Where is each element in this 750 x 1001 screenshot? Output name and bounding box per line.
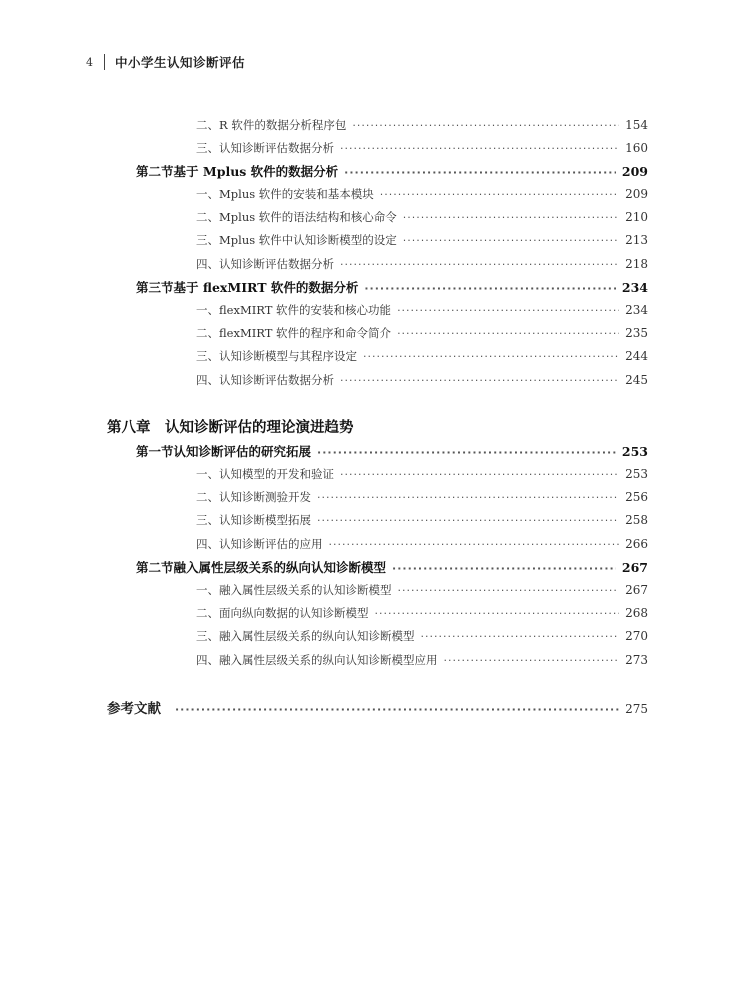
running-header <box>86 53 245 71</box>
leader-dots <box>340 468 619 481</box>
toc-entry-title: 四、认知诊断评估的应用 <box>196 537 323 551</box>
toc-section[interactable] <box>136 162 648 180</box>
leader-dots <box>363 350 619 363</box>
leader-dots <box>340 374 619 387</box>
toc-entry[interactable] <box>196 209 648 225</box>
toc-entry-title: 三、Mplus 软件中认知诊断模型的设定 <box>196 233 397 247</box>
toc-section[interactable] <box>136 558 648 576</box>
leader-dots <box>317 491 619 504</box>
toc-entry[interactable] <box>196 117 648 133</box>
toc-entry-title: 一、Mplus 软件的安装和基本模块 <box>196 187 374 201</box>
leader-dots <box>364 282 616 295</box>
toc-entry-title: 三、融入属性层级关系的纵向认知诊断模型 <box>196 629 415 643</box>
leader-dots <box>340 258 619 271</box>
leader-dots <box>317 514 619 527</box>
toc-section[interactable] <box>136 278 648 296</box>
toc-entry-page: 275 <box>625 702 648 716</box>
toc-entry-title: 二、面向纵向数据的认知诊断模型 <box>196 606 369 620</box>
toc-entry[interactable] <box>196 652 648 668</box>
toc-entry[interactable] <box>196 186 648 202</box>
running-title: 中小学生认知诊断评估 <box>115 55 246 70</box>
toc-section-title: 基于 Mplus 软件的数据分析 <box>173 164 339 179</box>
leader-dots <box>397 304 619 317</box>
toc-entry-page: 209 <box>625 187 648 201</box>
toc-entry[interactable] <box>196 372 648 388</box>
toc-entry-page: 210 <box>625 210 648 224</box>
toc-entry-title: 四、认知诊断评估数据分析 <box>196 257 334 271</box>
leader-dots <box>444 654 620 667</box>
toc-entry[interactable] <box>196 348 648 364</box>
leader-dots <box>398 584 620 597</box>
leader-dots <box>421 630 620 643</box>
leader-dots <box>329 538 620 551</box>
toc-entry-title: 二、R 软件的数据分析程序包 <box>196 118 347 132</box>
toc-entry-page: 270 <box>625 629 648 643</box>
leader-dots <box>317 446 616 459</box>
toc-entry-title: 三、认知诊断评估数据分析 <box>196 141 334 155</box>
toc-entry-page: 253 <box>625 467 648 481</box>
toc-entry-title: 二、Mplus 软件的语法结构和核心命令 <box>196 210 397 224</box>
toc-entry[interactable] <box>196 512 648 528</box>
leader-dots <box>380 188 619 201</box>
toc-entry-page: 245 <box>625 373 648 387</box>
leader-dots <box>340 142 619 155</box>
toc-entry[interactable] <box>196 256 648 272</box>
toc-entry-page: 273 <box>625 653 648 667</box>
leader-dots <box>175 703 619 716</box>
toc-entry[interactable] <box>196 325 648 341</box>
toc-entry[interactable] <box>196 605 648 621</box>
toc-entry-page: 218 <box>625 257 648 271</box>
toc-entry-page: 154 <box>625 118 648 132</box>
chapter-title[interactable]: 第八章 认知诊断评估的理论演进趋势 <box>107 419 354 436</box>
toc-entry-page: 267 <box>621 560 648 575</box>
toc-section[interactable] <box>136 442 648 460</box>
leader-dots <box>403 211 619 224</box>
leader-dots <box>344 166 616 179</box>
toc-entry[interactable] <box>196 140 648 156</box>
toc-entry-page: 268 <box>625 606 648 620</box>
toc-entry-page: 244 <box>625 349 648 363</box>
references-title: 参考文献 <box>107 701 161 717</box>
section-number: 第三节 <box>136 280 174 295</box>
toc-entry-title: 四、融入属性层级关系的纵向认知诊断模型应用 <box>196 653 438 667</box>
toc-entry[interactable] <box>196 582 648 598</box>
leader-dots <box>392 562 616 575</box>
toc-entry-page: 266 <box>625 537 648 551</box>
leader-dots <box>397 327 619 340</box>
page-number: 4 <box>86 55 93 69</box>
toc-entry-title: 一、融入属性层级关系的认知诊断模型 <box>196 583 392 597</box>
toc-entry-title: 三、认知诊断模型拓展 <box>196 513 311 527</box>
toc-entry[interactable] <box>196 489 648 505</box>
toc-entry-page: 234 <box>621 280 648 295</box>
leader-dots <box>352 119 619 132</box>
toc-entry-title: 一、flexMIRT 软件的安装和核心功能 <box>196 303 392 317</box>
toc-entry-page: 253 <box>621 444 648 459</box>
toc-entry-title: 二、认知诊断测验开发 <box>196 490 311 504</box>
toc-section-title: 基于 flexMIRT 软件的数据分析 <box>173 280 359 295</box>
section-number: 第二节 <box>136 560 174 575</box>
toc-section-title: 认知诊断评估的研究拓展 <box>173 444 312 459</box>
section-number: 第一节 <box>136 444 174 459</box>
toc-entry[interactable] <box>196 302 648 318</box>
toc-entry-page: 234 <box>625 303 648 317</box>
toc-entry-title: 四、认知诊断评估数据分析 <box>196 373 334 387</box>
toc-references[interactable] <box>107 697 648 717</box>
toc-entry-page: 209 <box>621 164 648 179</box>
toc-entry-page: 235 <box>625 326 648 340</box>
toc-entry-title: 三、认知诊断模型与其程序设定 <box>196 349 357 363</box>
toc-section-title: 融入属性层级关系的纵向认知诊断模型 <box>173 560 387 575</box>
toc-entry[interactable] <box>196 536 648 552</box>
leader-dots <box>375 607 620 620</box>
toc-entry-page: 258 <box>625 513 648 527</box>
header-divider <box>104 54 105 70</box>
toc-entry-page: 256 <box>625 490 648 504</box>
toc-entry-title: 二、flexMIRT 软件的程序和命令简介 <box>196 326 392 340</box>
toc-entry[interactable] <box>196 232 648 248</box>
leader-dots <box>403 234 619 247</box>
toc-entry-page: 267 <box>625 583 648 597</box>
toc-entry-title: 一、认知模型的开发和验证 <box>196 467 334 481</box>
toc-entry[interactable] <box>196 628 648 644</box>
toc-entry-page: 160 <box>625 141 648 155</box>
toc-entry[interactable] <box>196 466 648 482</box>
section-number: 第二节 <box>136 164 174 179</box>
toc-entry-page: 213 <box>625 233 648 247</box>
